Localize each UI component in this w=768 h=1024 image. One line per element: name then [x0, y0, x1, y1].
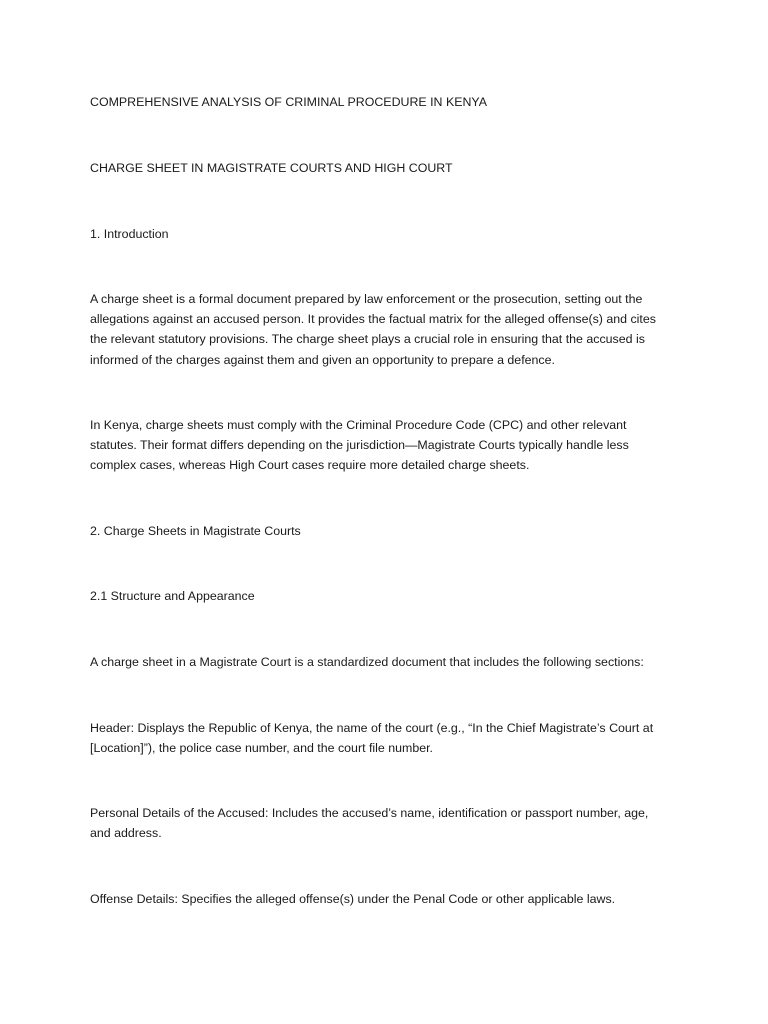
- document-title: COMPREHENSIVE ANALYSIS OF CRIMINAL PROCEDURE IN KENYA: [90, 95, 488, 109]
- subsection-heading-structure: 2.1 Structure and Appearance: [90, 589, 255, 603]
- document-subtitle: CHARGE SHEET IN MAGISTRATE COURTS AND HIGH COURT: [90, 161, 453, 175]
- personal-details-paragraph: Personal Details of the Accused: Includes the accused’s name, identification or passport number, age, and address.: [90, 806, 649, 841]
- intro-paragraph: In Kenya, charge sheets must comply with the Criminal Procedure Code (CPC) and other relevant statutes. Their format differs depending on the jurisdiction—Magistrate Courts typically handle less complex cases, whereas High Court cases require more detailed charge sheets.: [90, 418, 629, 473]
- section-heading-magistrate-courts: 2. Charge Sheets in Magistrate Courts: [90, 524, 301, 538]
- section-heading-introduction: 1. Introduction: [90, 227, 169, 241]
- offense-details-paragraph: Offense Details: Specifies the alleged offense(s) under the Penal Code or other applicable laws.: [90, 892, 616, 906]
- intro-paragraph: A charge sheet is a formal document prepared by law enforcement or the prosecution, setting out the allegations against an accused person. It provides the factual matrix for the alleged offense(s) and cites the relevant statutory provisions. The charge sheet plays a crucial role in ensuring that the accused is informed of the charges against them and given an opportunity to prepare a defence.: [90, 292, 656, 367]
- structure-paragraph: A charge sheet in a Magistrate Court is a standardized document that includes the following sections:: [90, 655, 644, 669]
- header-item-paragraph: Header: Displays the Republic of Kenya, the name of the court (e.g., “In the Chief Magistrate’s Court at [Location]”), the police case number, and the court file number.: [90, 721, 654, 756]
